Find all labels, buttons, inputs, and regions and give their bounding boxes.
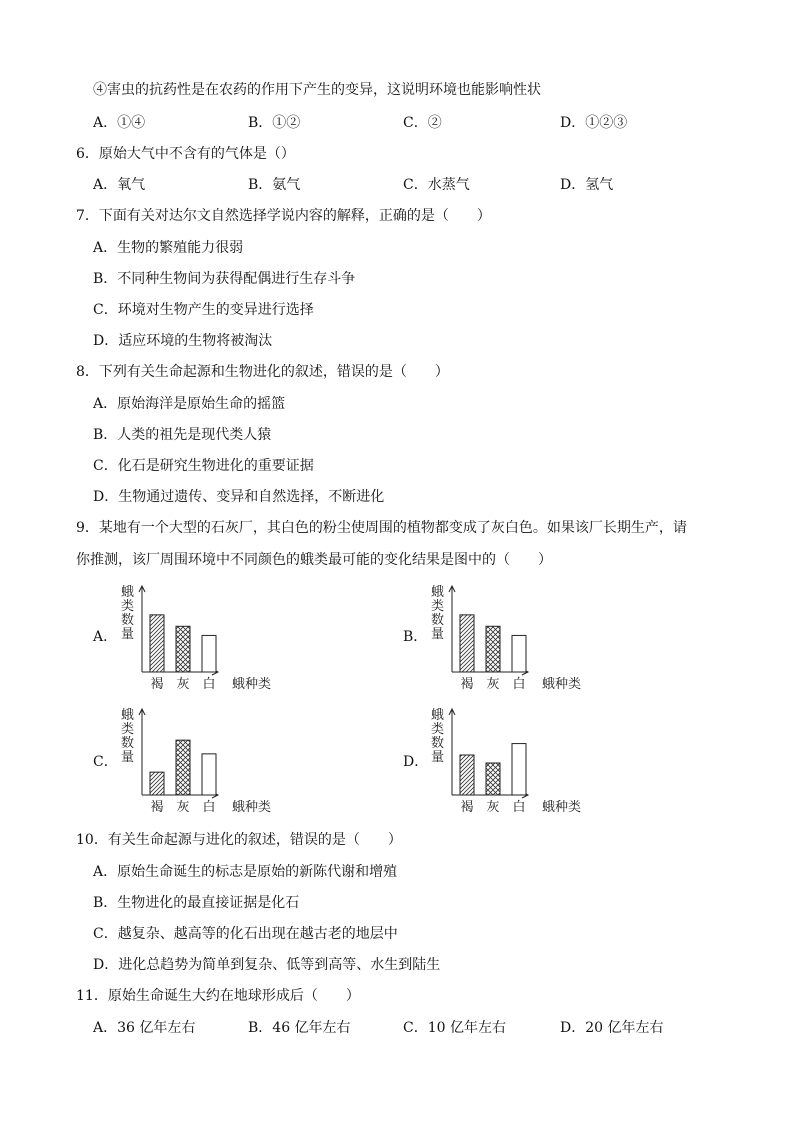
x-axis-label: 蛾种类 bbox=[542, 677, 582, 692]
y-axis-label-char: 数 bbox=[431, 613, 445, 628]
q10-stem: 10．有关生命起源与进化的叙述，错误的是（ ） bbox=[76, 832, 402, 848]
q6-option-d: D．氢气 bbox=[560, 177, 614, 193]
x-tick-label: 灰 bbox=[176, 800, 190, 815]
q6-option-a: A．氧气 bbox=[93, 177, 146, 193]
q8-option-b: B．人类的祖先是现代类人猿 bbox=[93, 427, 272, 443]
q10-option-a: A．原始生命诞生的标志是原始的新陈代谢和增殖 bbox=[93, 864, 398, 880]
bar-褐 bbox=[460, 755, 474, 795]
y-axis-label-char: 类 bbox=[431, 599, 445, 614]
q11-option-d: D．20 亿年左右 bbox=[560, 1020, 664, 1036]
bar-白 bbox=[512, 635, 526, 672]
q5-options bbox=[93, 113, 693, 133]
q7-option-b: B．不同种生物间为获得配偶进行生存斗争 bbox=[93, 271, 356, 287]
bar-灰 bbox=[176, 626, 190, 672]
bar-褐 bbox=[460, 615, 474, 672]
q11-option-a: A．36 亿年左右 bbox=[93, 1020, 196, 1036]
q8-option-a: A．原始海洋是原始生命的摇篮 bbox=[93, 396, 286, 412]
q11-stem: 11．原始生命诞生大约在地球形成后（ ） bbox=[76, 988, 360, 1004]
q9-stem-line-1: 9．某地有一个大型的石灰厂，其白色的粉尘使周围的植物都变成了灰白色。如果该厂长期生产，请 bbox=[76, 520, 687, 536]
bar-褐 bbox=[150, 772, 164, 795]
y-axis-label-char: 量 bbox=[121, 627, 135, 642]
q7-option-a: A．生物的繁殖能力很弱 bbox=[93, 240, 244, 256]
bar-白 bbox=[202, 635, 216, 672]
q9-option-a-label: A． bbox=[93, 629, 118, 645]
x-tick-label: 灰 bbox=[486, 677, 500, 692]
q6-option-b: B．氨气 bbox=[248, 177, 301, 193]
q5-statement-4: ④害虫的抗药性是在农药的作用下产生的变异，这说明环境也能影响性状 bbox=[93, 82, 541, 98]
q10-option-d: D．进化总趋势为简单到复杂、低等到高等、水生到陆生 bbox=[93, 957, 441, 973]
y-axis-label-char: 蛾 bbox=[121, 708, 135, 723]
y-axis-label-char: 数 bbox=[121, 613, 135, 628]
y-axis-label-char: 量 bbox=[431, 627, 445, 642]
bar-褐 bbox=[150, 615, 164, 672]
x-tick-label: 灰 bbox=[176, 677, 190, 692]
bar-灰 bbox=[486, 763, 500, 795]
x-tick-label: 褐 bbox=[150, 800, 164, 815]
x-axis-label: 蛾种类 bbox=[232, 800, 272, 815]
y-axis-label-char: 数 bbox=[431, 736, 445, 751]
q9-stem-line-2: 你推测，该厂周围环境中不同颜色的蛾类最可能的变化结果是图中的（ ） bbox=[76, 552, 552, 568]
q11-options bbox=[93, 1018, 693, 1038]
q5-option-a: A．①④ bbox=[93, 115, 146, 131]
q7-option-d: D．适应环境的生物将被淘汰 bbox=[93, 333, 273, 349]
bar-白 bbox=[512, 744, 526, 795]
chart-option-b bbox=[428, 582, 588, 700]
x-tick-label: 白 bbox=[202, 800, 216, 815]
chart-option-c bbox=[118, 705, 278, 823]
q11-option-c: C．10 亿年左右 bbox=[403, 1020, 506, 1036]
q6-options bbox=[93, 175, 693, 195]
x-axis-label: 蛾种类 bbox=[232, 677, 272, 692]
x-tick-label: 白 bbox=[512, 677, 526, 692]
q9-option-c-label: C． bbox=[93, 754, 118, 770]
y-axis-label-char: 蛾 bbox=[121, 585, 135, 600]
chart-option-a bbox=[118, 582, 278, 700]
q11-option-b: B．46 亿年左右 bbox=[248, 1020, 351, 1036]
q6-stem: 6．原始大气中不含有的气体是（） bbox=[76, 146, 295, 162]
y-axis-label-char: 类 bbox=[431, 722, 445, 737]
y-axis-label-char: 数 bbox=[121, 736, 135, 751]
bar-灰 bbox=[176, 740, 190, 795]
y-axis-label-char: 量 bbox=[121, 750, 135, 765]
y-axis-label-char: 类 bbox=[121, 722, 135, 737]
bar-白 bbox=[202, 754, 216, 795]
x-tick-label: 白 bbox=[202, 677, 216, 692]
x-tick-label: 褐 bbox=[460, 677, 474, 692]
q10-option-b: B．生物进化的最直接证据是化石 bbox=[93, 895, 300, 911]
q10-option-c: C．越复杂、越高等的化石出现在越古老的地层中 bbox=[93, 926, 398, 942]
q9-option-d-label: D． bbox=[403, 754, 429, 770]
q7-option-c: C．环境对生物产生的变异进行选择 bbox=[93, 302, 314, 318]
q8-option-c: C．化石是研究生物进化的重要证据 bbox=[93, 458, 314, 474]
q8-option-d: D．生物通过遗传、变异和自然选择，不断进化 bbox=[93, 489, 385, 505]
y-axis-label-char: 量 bbox=[431, 750, 445, 765]
x-tick-label: 白 bbox=[512, 800, 526, 815]
y-axis-label-char: 蛾 bbox=[431, 708, 445, 723]
x-tick-label: 褐 bbox=[150, 677, 164, 692]
q5-option-c: C．② bbox=[403, 115, 442, 131]
q6-option-c: C．水蒸气 bbox=[403, 177, 470, 193]
y-axis-label-char: 类 bbox=[121, 599, 135, 614]
x-tick-label: 灰 bbox=[486, 800, 500, 815]
x-axis-label: 蛾种类 bbox=[542, 800, 582, 815]
chart-option-d bbox=[428, 705, 588, 823]
y-axis-label-char: 蛾 bbox=[431, 585, 445, 600]
q5-option-b: B．①② bbox=[248, 115, 301, 131]
q9-option-b-label: B． bbox=[403, 629, 428, 645]
q5-option-d: D．①②③ bbox=[560, 115, 628, 131]
x-tick-label: 褐 bbox=[460, 800, 474, 815]
q8-stem: 8．下列有关生命起源和生物进化的叙述，错误的是（ ） bbox=[76, 364, 449, 380]
q7-stem: 7．下面有关对达尔文自然选择学说内容的解释，正确的是（ ） bbox=[76, 208, 491, 224]
bar-灰 bbox=[486, 626, 500, 672]
